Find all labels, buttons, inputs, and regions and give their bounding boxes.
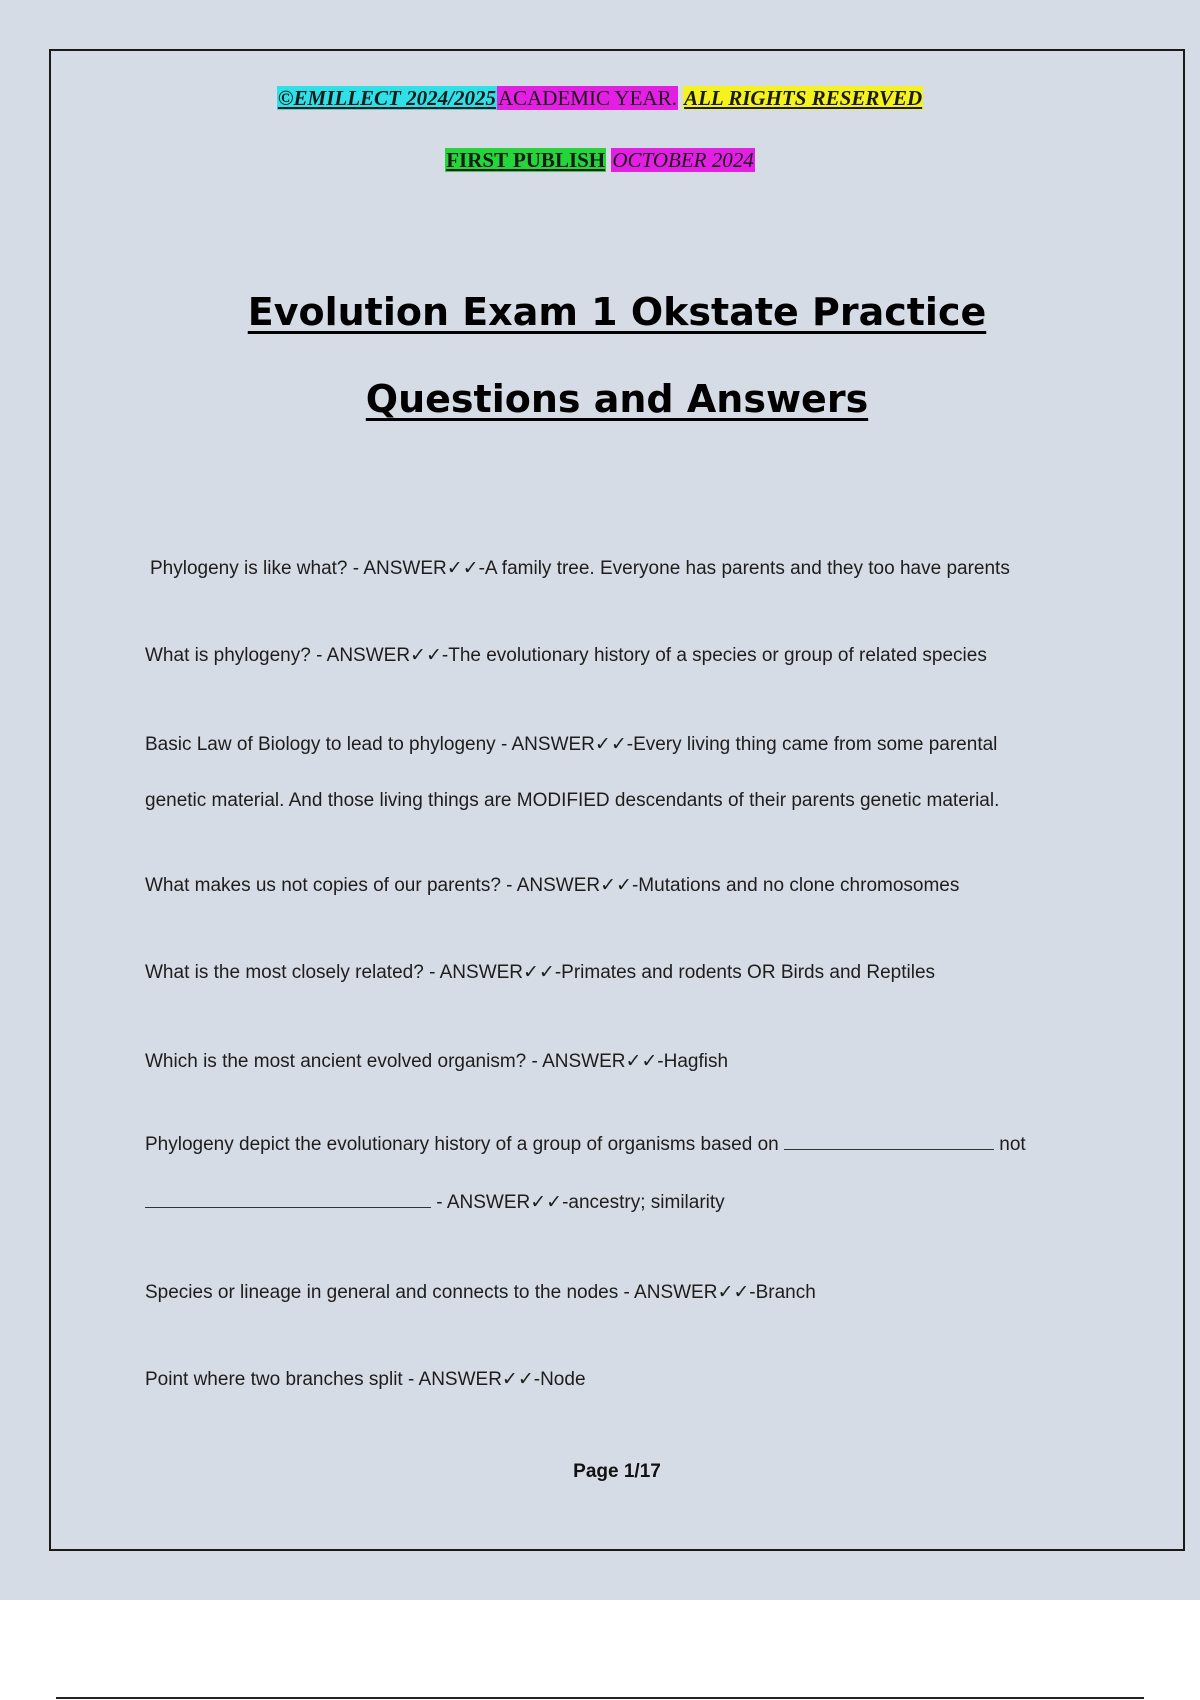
copyright-text: ©EMILLECT 2024/2025 xyxy=(277,86,496,110)
qa-item-7-question: Phylogeny depict the evolutionary history of a group of organisms based on xyxy=(145,1134,779,1155)
first-publish-text: FIRST PUBLISH xyxy=(446,148,606,172)
publish-line xyxy=(0,148,1200,172)
qa-item-7-answer: - ANSWER✓✓-ancestry; similarity xyxy=(436,1192,725,1213)
rights-text: ALL RIGHTS RESERVED xyxy=(684,86,923,110)
qa-item-3-line2: genetic material. And those living things are MODIFIED descendants of their parents genetic material. xyxy=(145,790,1000,811)
qa-item-5: What is the most closely related? - ANSWER✓✓-Primates and rodents OR Birds and Reptiles xyxy=(145,962,936,983)
qa-item-3-line1: Basic Law of Biology to lead to phylogeny - ANSWER✓✓-Every living thing came from some parental xyxy=(145,734,998,755)
publish-date-text: OCTOBER 2024 xyxy=(612,148,754,172)
qa-item-6: Which is the most ancient evolved organism? - ANSWER✓✓-Hagfish xyxy=(145,1051,729,1072)
page-number: Page 1/17 xyxy=(573,1461,661,1482)
bottom-divider xyxy=(56,1697,1144,1699)
copyright-line xyxy=(0,86,1200,110)
qa-item-7-line1 xyxy=(145,1134,1085,1156)
answer-blank-2 xyxy=(145,1193,431,1208)
academic-year-text: ACADEMIC YEAR. xyxy=(497,86,677,110)
page-title-line1: Evolution Exam 1 Okstate Practice xyxy=(247,290,987,334)
qa-item-1: Phylogeny is like what? - ANSWER✓✓-A family tree. Everyone has parents and they too have parents xyxy=(150,558,1010,579)
qa-item-7-not: not xyxy=(999,1134,1026,1155)
answer-blank-1 xyxy=(784,1135,994,1150)
qa-item-4: What makes us not copies of our parents? - ANSWER✓✓-Mutations and no clone chromosomes xyxy=(145,875,960,896)
page-title-line2: Questions and Answers xyxy=(365,377,869,421)
qa-item-7-line2 xyxy=(145,1191,1085,1214)
qa-item-8: Species or lineage in general and connects to the nodes - ANSWER✓✓-Branch xyxy=(145,1282,816,1303)
qa-item-9: Point where two branches split - ANSWER✓✓-Node xyxy=(145,1369,586,1390)
qa-item-2: What is phylogeny? - ANSWER✓✓-The evolutionary history of a species or group of related species xyxy=(145,645,987,666)
